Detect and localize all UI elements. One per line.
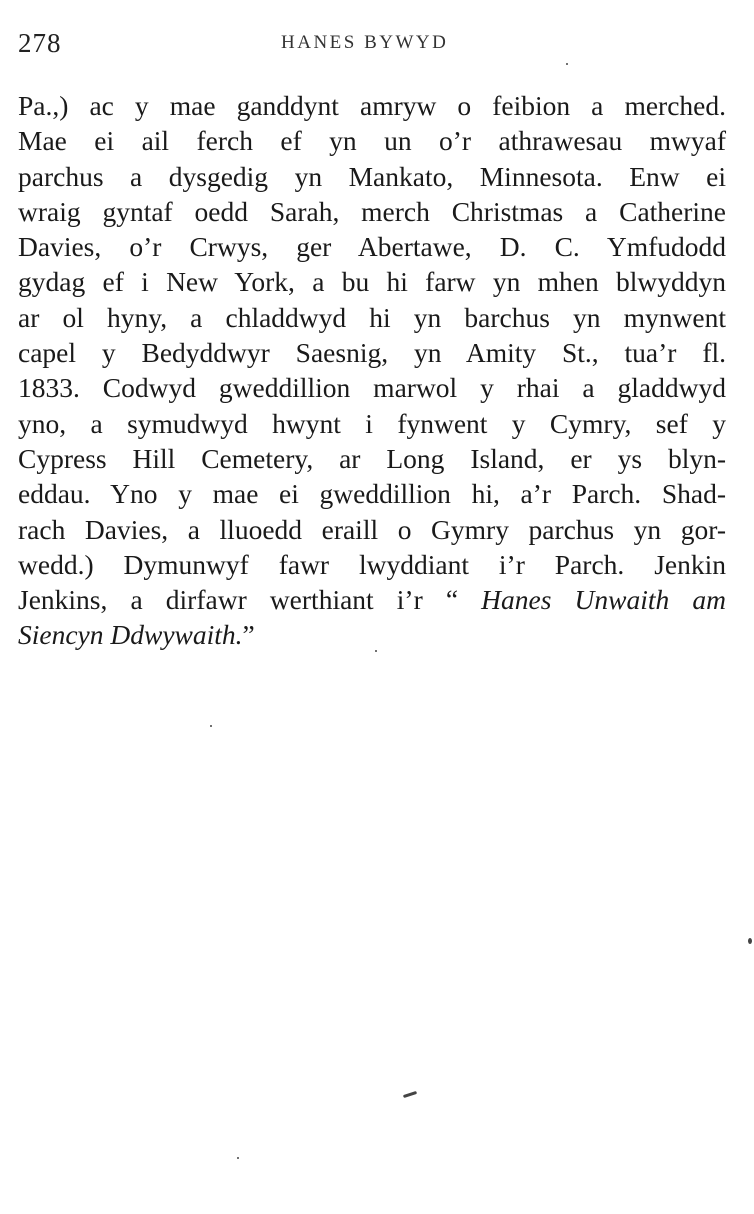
closing-quote: ” [242, 619, 255, 651]
text-line: wedd.) Dymunwyf fawr lwyddiant i’r Parch. Jenkin [18, 548, 726, 580]
text-line: eddau. Yno y mae ei gweddillion hi, a’r Parch. Shad- [18, 478, 726, 510]
ink-speck [403, 1091, 417, 1098]
text-line: Mae ei ail ferch ef yn un o’r athrawesau mwyaf [18, 125, 726, 157]
text-line: capel y Bedyddwyr Saesnig, yn Amity St., tua’r fl. [18, 337, 726, 369]
book-title-italic-continued: Siencyn Ddwywaith. [18, 619, 243, 651]
ink-speck [566, 63, 568, 65]
text-line [18, 617, 726, 652]
text-line: ar ol hyny, a chladdwyd hi yn barchus yn mynwent [18, 301, 726, 333]
text-line [18, 582, 726, 617]
text-roman: Jenkins, a dirfawr werthiant i’r “ [18, 584, 459, 616]
text-line: Davies, o’r Crwys, ger Abertawe, D. C. Ymfudodd [18, 231, 726, 263]
text-line: Cypress Hill Cemetery, ar Long Island, er ys blyn- [18, 442, 726, 474]
text-line: 1833. Codwyd gweddillion marwol y rhai a gladdwyd [18, 372, 726, 404]
text-line: parchus a dysgedig yn Mankato, Minnesota. Enw ei [18, 160, 726, 192]
text-line: Pa.,) ac y mae ganddynt amryw o feibion a merched. [18, 90, 726, 121]
text-line: yno, a symudwyd hwynt i fynwent y Cymry, sef y [18, 407, 726, 439]
ink-speck [210, 725, 212, 727]
ink-speck [375, 650, 377, 652]
ink-speck [237, 1157, 239, 1159]
text-line: rach Davies, a lluoedd eraill o Gymry parchus yn gor- [18, 513, 726, 545]
text-line: wraig gyntaf oedd Sarah, merch Christmas a Catherine [18, 195, 726, 227]
ink-speck [748, 938, 752, 944]
text-line: gydag ef i New York, a bu hi farw yn mhen blwyddyn [18, 266, 726, 298]
running-title: HANES BYWYD [281, 32, 449, 53]
body-paragraph [18, 88, 726, 653]
page-number: 278 [18, 28, 62, 58]
book-title-italic: Hanes Unwaith am [481, 584, 726, 616]
